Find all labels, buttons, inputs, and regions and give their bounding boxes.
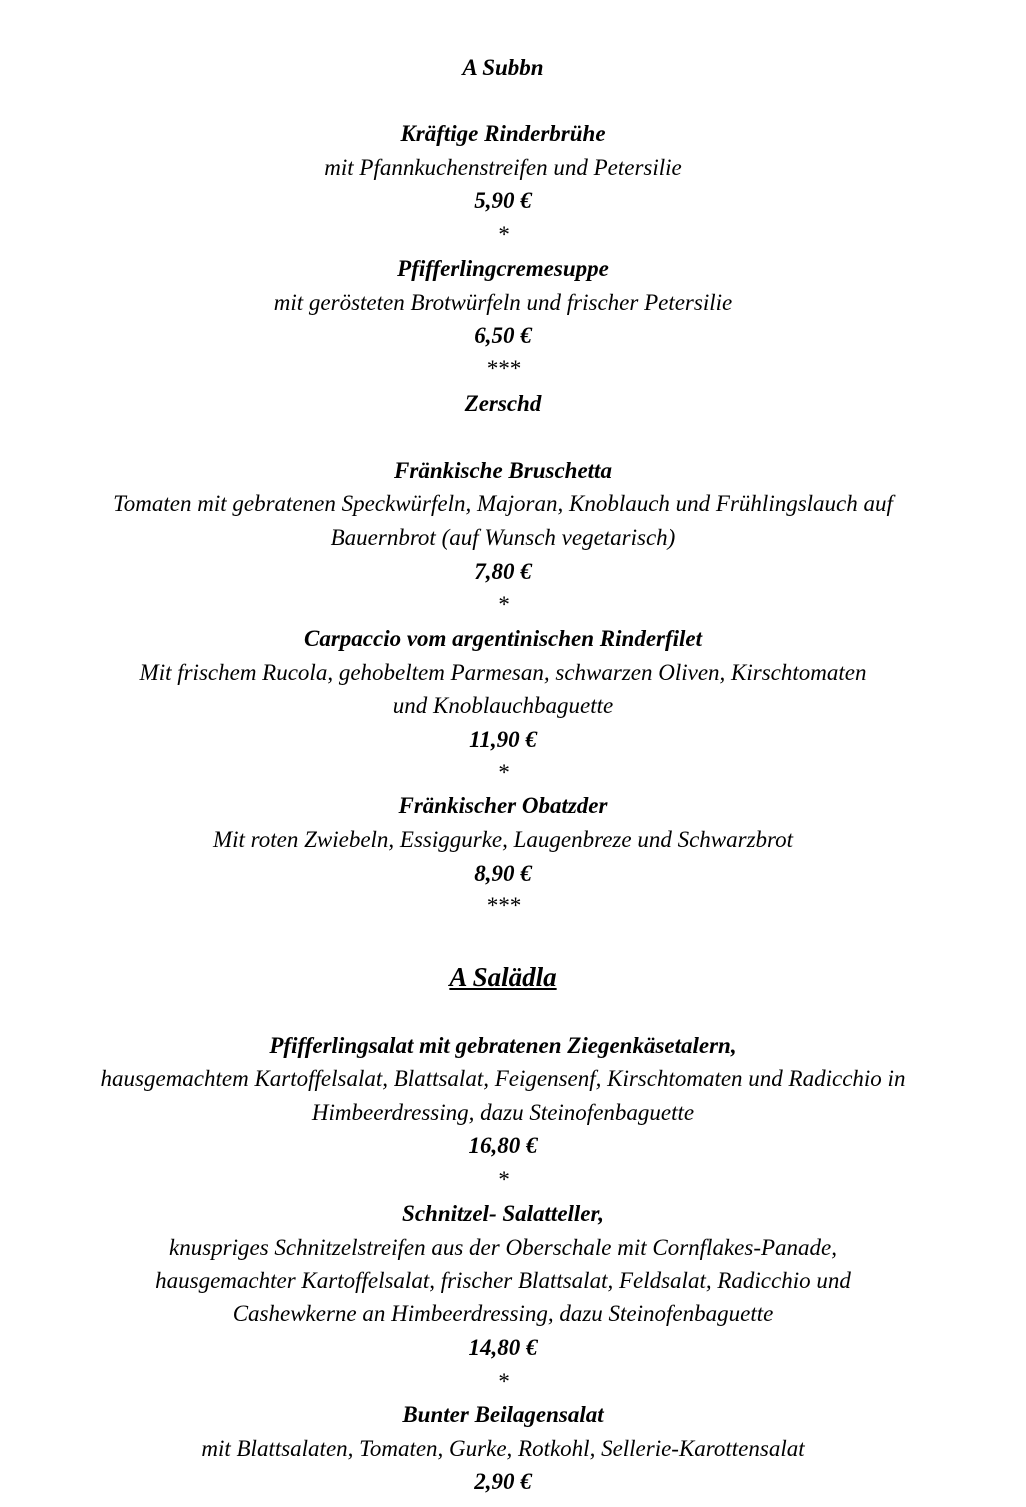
dish-name: Carpaccio vom argentinischen Rinderfilet [303, 626, 703, 651]
section-heading-salads: A Salädla [449, 962, 557, 992]
dish-separator: * [497, 760, 509, 785]
dish-separator: * [497, 1167, 509, 1192]
dish-description: mit Pfannkuchenstreifen und Petersilie [324, 155, 682, 180]
dish-description: Mit roten Zwiebeln, Essiggurke, Laugenbreze und Schwarzbrot [212, 827, 794, 852]
dish-price: 2,90 € [474, 1469, 532, 1494]
section-separator: *** [485, 893, 521, 918]
section-heading-soups: A Subbn [462, 55, 544, 80]
section-separator: *** [485, 356, 521, 381]
dish-price: 11,90 € [469, 727, 537, 752]
dish-description: Bauernbrot (auf Wunsch vegetarisch) [330, 525, 676, 550]
dish-description: hausgemachter Kartoffelsalat, frischer Blattsalat, Feldsalat, Radicchio und [155, 1268, 851, 1293]
dish-price: 14,80 € [468, 1335, 538, 1360]
dish-separator: * [497, 1369, 509, 1394]
dish-name: Fränkischer Obatzder [398, 793, 608, 818]
dish-separator: * [497, 592, 509, 617]
dish-description: Tomaten mit gebratenen Speckwürfeln, Majoran, Knoblauch und Frühlingslauch auf [113, 491, 893, 516]
dish-description: und Knoblauchbaguette [392, 693, 614, 718]
dish-description: Himbeerdressing, dazu Steinofenbaguette [311, 1100, 695, 1125]
dish-separator: * [497, 222, 509, 247]
dish-name: Pfifferlingcremesuppe [397, 256, 609, 281]
dish-name: Kräftige Rinderbrühe [400, 121, 606, 146]
dish-price: 7,80 € [474, 559, 532, 584]
dish-price: 16,80 € [468, 1133, 538, 1158]
dish-name: Bunter Beilagensalat [402, 1402, 604, 1427]
dish-price: 6,50 € [474, 323, 532, 348]
dish-description: Cashewkerne an Himbeerdressing, dazu Steinofenbaguette [232, 1301, 774, 1326]
dish-price: 5,90 € [474, 188, 532, 213]
dish-price: 8,90 € [474, 861, 532, 886]
dish-description: mit gerösteten Brotwürfeln und frischer Petersilie [273, 290, 733, 315]
dish-name: Pfifferlingsalat mit gebratenen Ziegenkäsetalern, [269, 1033, 737, 1058]
dish-description: knuspriges Schnitzelstreifen aus der Oberschale mit Cornflakes-Panade, [169, 1235, 837, 1260]
dish-description: hausgemachtem Kartoffelsalat, Blattsalat, Feigensenf, Kirschtomaten und Radicchio in [100, 1066, 906, 1091]
dish-name: Schnitzel- Salatteller, [402, 1201, 604, 1226]
dish-description: mit Blattsalaten, Tomaten, Gurke, Rotkohl, Sellerie-Karottensalat [201, 1436, 805, 1461]
dish-description: Mit frischem Rucola, gehobeltem Parmesan, schwarzen Oliven, Kirschtomaten [139, 660, 867, 685]
section-heading-starters: Zerschd [464, 391, 542, 416]
dish-name: Fränkische Bruschetta [394, 458, 612, 483]
